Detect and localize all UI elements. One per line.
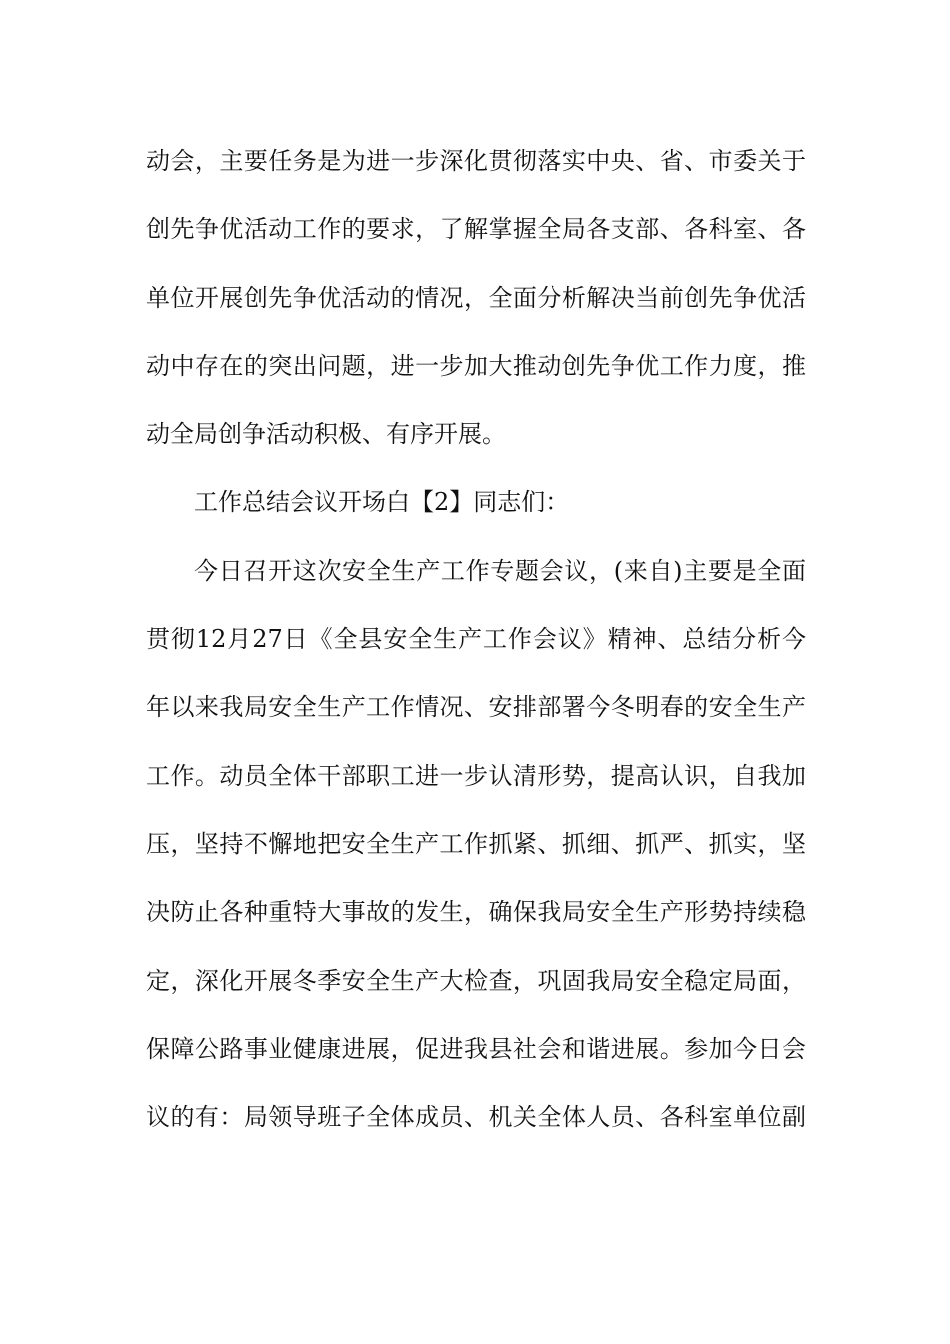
text-line: 定，深化开展冬季安全生产大检查，巩固我局安全稳定局面， bbox=[146, 966, 806, 995]
text-line: 创先争优活动工作的要求，了解掌握全局各支部、各科室、各 bbox=[146, 215, 806, 244]
text-line: 动全局创争活动积极、有序开展。 bbox=[146, 420, 506, 449]
text-line: 保障公路事业健康进展，促进我县社会和谐进展。参加今日会 bbox=[146, 1034, 806, 1063]
body-text bbox=[146, 127, 806, 1151]
text-line: 单位开展创先争优活动的情况，全面分析解决当前创先争优活 bbox=[146, 283, 806, 312]
text-line: 议的有：局领导班子全体成员、机关全体人员、各科室单位副 bbox=[146, 1103, 806, 1132]
text-line: 工作。动员全体干部职工进一步认清形势，提高认识，自我加 bbox=[146, 761, 806, 790]
section-heading: 工作总结会议开场白【2】同志们： bbox=[194, 488, 570, 517]
text-line: 动会，主要任务是为进一步深化贯彻落实中央、省、市委关于 bbox=[146, 147, 806, 175]
text-line: 贯彻12月27日《全县安全生产工作会议》精神、总结分析今 bbox=[146, 625, 806, 654]
text-line: 年以来我局安全生产工作情况、安排部署今冬明春的安全生产 bbox=[146, 693, 806, 722]
text-line: 压，坚持不懈地把安全生产工作抓紧、抓细、抓严、抓实，坚 bbox=[146, 829, 806, 858]
text-line: 决防止各种重特大事故的发生，确保我局安全生产形势持续稳 bbox=[146, 898, 806, 927]
text-line: 今日召开这次安全生产工作专题会议，(来自)主要是全面 bbox=[194, 556, 806, 585]
text-line: 动中存在的突出问题，进一步加大推动创先争优工作力度，推 bbox=[146, 351, 806, 380]
